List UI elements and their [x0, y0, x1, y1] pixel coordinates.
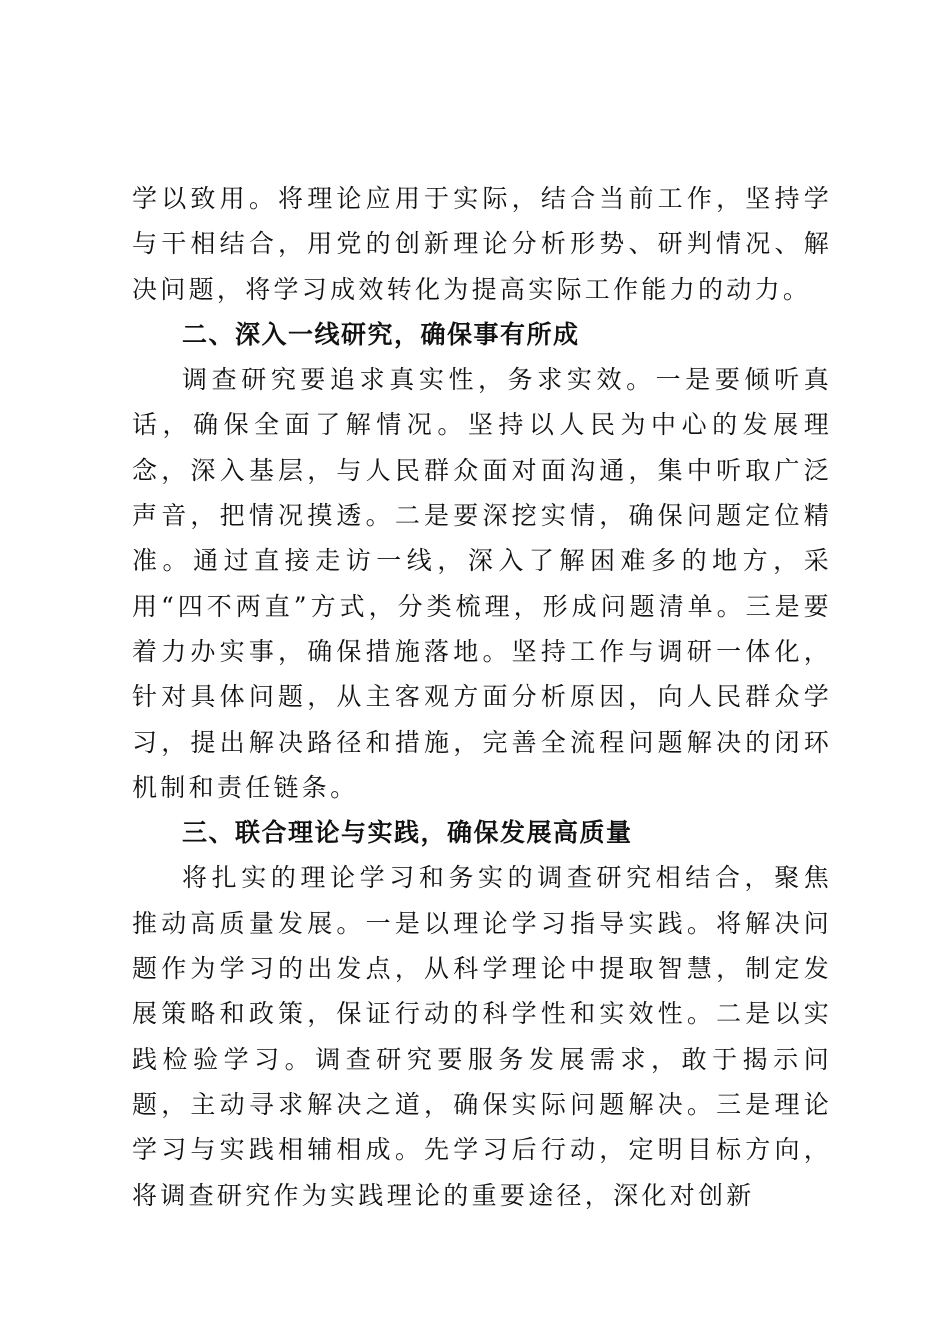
section-heading-2: 二、深入一线研究，确保事有所成	[182, 319, 580, 349]
section-3-paragraph: 将扎实的理论学习和务实的调查研究相结合，聚焦推动高质量发展。一是以理论学习指导实践。将解决问题作为学习的出发点，从科学理论中提取智慧，制定发展策略和政策，保证行动的科学性和实效性。二是以实践检验学习。调查研究要服务发展需求，敢于揭示问题，主动寻求解决之道，确保实际问题解决。三是理论学习与实践相辅相成。先学习后行动，定明目标方向，将调查研究作为实践理论的重要途径，深化对创新	[132, 863, 832, 1210]
section-2-paragraph: 调查研究要追求真实性，务求实效。一是要倾听真话，确保全面了解情况。坚持以人民为中心的发展理念，深入基层，与人民群众面对面沟通，集中听取广泛声音，把情况摸透。二是要深挖实情，确保问题定位精准。通过直接走访一线，深入了解困难多的地方，采用“四不两直”方式，分类梳理，形成问题清单。三是要着力办实事，确保措施落地。坚持工作与调研一体化，针对具体问题，从主客观方面分析原因，向人民群众学习，提出解决路径和措施，完善全流程问题解决的闭环机制和责任链条。	[132, 365, 832, 802]
section-heading-3: 三、联合理论与实践，确保发展高质量	[182, 818, 633, 848]
paragraph-continued: 学以致用。将理论应用于实际，结合当前工作，坚持学与干相结合，用党的创新理论分析形势、研判情况、解决问题，将学习成效转化为提高实际工作能力的动力。	[132, 184, 832, 304]
document-body	[132, 176, 832, 1218]
